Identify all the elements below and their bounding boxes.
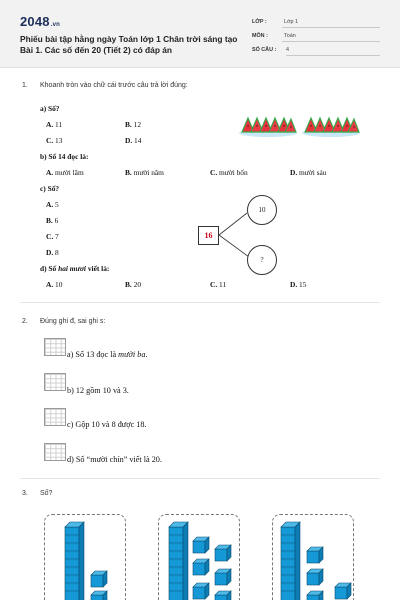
option-value: 12 bbox=[133, 120, 142, 129]
q2-statement-a bbox=[67, 350, 147, 359]
q1d-label bbox=[40, 264, 109, 273]
unit-cubes bbox=[307, 547, 351, 600]
meta-label: SỐ CÂU : bbox=[252, 47, 277, 53]
q1a-label bbox=[40, 104, 60, 113]
option-value: 8 bbox=[55, 248, 59, 257]
option-value: 14 bbox=[134, 136, 142, 145]
option-value: 11 bbox=[55, 120, 63, 129]
statement-text: a) Số 13 đọc là bbox=[67, 350, 119, 359]
option-letter: C. bbox=[210, 280, 218, 289]
base-ten-cubes-image bbox=[159, 515, 240, 600]
q1c-option-c[interactable] bbox=[46, 232, 59, 241]
option-letter: B. bbox=[125, 168, 132, 177]
meta-underline bbox=[282, 27, 380, 28]
answer-box-c[interactable] bbox=[44, 408, 66, 426]
q1d-label-suffix: viết là: bbox=[85, 264, 110, 273]
answer-box-a[interactable] bbox=[44, 338, 66, 356]
option-letter: D. bbox=[125, 136, 133, 145]
answer-box-d[interactable] bbox=[44, 443, 66, 461]
option-value: 10 bbox=[55, 280, 63, 289]
meta-value: 4 bbox=[286, 47, 289, 53]
meta-value: Toán bbox=[284, 33, 296, 39]
q2-statement-d: d) Số “mười chín” viết là 20. bbox=[67, 455, 162, 464]
q1a-label-text: a) Số? bbox=[40, 104, 60, 113]
option-value: mười lăm bbox=[55, 168, 84, 177]
base-ten-cubes-image bbox=[273, 515, 354, 600]
meta-grade bbox=[252, 16, 380, 28]
logo-suffix: .vn bbox=[50, 22, 61, 28]
watermelon-slices-image bbox=[301, 112, 361, 138]
option-value: 20 bbox=[133, 280, 142, 289]
watermelon-slices-image bbox=[238, 112, 298, 138]
logo-text: 2048 bbox=[20, 14, 50, 29]
q1d-option-c[interactable] bbox=[210, 280, 226, 289]
question-number: 1. bbox=[22, 82, 28, 89]
meta-subject bbox=[252, 30, 380, 42]
question-3-title bbox=[22, 490, 52, 497]
question-number: 2. bbox=[22, 318, 28, 325]
meta-question-count bbox=[252, 44, 380, 56]
meta-value: Lớp 1 bbox=[284, 19, 299, 25]
q1d-label-italic: hai mươi bbox=[58, 264, 86, 273]
q1b-option-b[interactable] bbox=[125, 168, 164, 177]
question-prompt: Đúng ghi đ, sai ghi s: bbox=[40, 318, 106, 325]
q1b-option-a[interactable] bbox=[46, 168, 84, 177]
option-value: 5 bbox=[55, 200, 59, 209]
tens-rod bbox=[281, 522, 300, 600]
option-value: 7 bbox=[55, 232, 59, 241]
option-letter: D. bbox=[290, 168, 298, 177]
worksheet-header bbox=[0, 0, 400, 68]
cube-card-1 bbox=[44, 514, 126, 600]
option-letter: C. bbox=[46, 232, 54, 241]
meta-underline bbox=[282, 41, 380, 42]
option-letter: A. bbox=[46, 200, 54, 209]
base-ten-cubes-image bbox=[45, 515, 126, 600]
q2-statement-c: c) Gộp 10 và 8 được 18. bbox=[67, 420, 147, 429]
question-prompt: Khoanh tròn vào chữ cái trước câu trả lời đúng: bbox=[40, 82, 188, 89]
q1c-option-b[interactable] bbox=[46, 216, 58, 225]
q1b-option-c[interactable] bbox=[210, 168, 248, 177]
option-letter: A. bbox=[46, 168, 54, 177]
q1c-label-text: c) Số? bbox=[40, 184, 60, 193]
option-letter: A. bbox=[46, 120, 54, 129]
q1c-label bbox=[40, 184, 59, 193]
option-letter: B. bbox=[125, 280, 132, 289]
q1d-option-d[interactable] bbox=[290, 280, 306, 289]
meta-label: MÔN : bbox=[252, 33, 268, 39]
q1d-label-prefix: d) Số bbox=[40, 264, 59, 273]
option-value: mười năm bbox=[133, 168, 164, 177]
unit-cube bbox=[91, 571, 107, 600]
statement-end: . bbox=[145, 350, 148, 359]
number-bond-part-top: 10 bbox=[247, 195, 277, 225]
cube-card-2 bbox=[158, 514, 240, 600]
option-letter: A. bbox=[46, 280, 54, 289]
option-letter: D. bbox=[46, 248, 54, 257]
meta-label: LỚP : bbox=[252, 19, 267, 25]
option-value: 11 bbox=[219, 280, 227, 289]
q1d-option-b[interactable] bbox=[125, 280, 141, 289]
q1a-option-b[interactable] bbox=[125, 120, 141, 129]
site-logo[interactable] bbox=[20, 14, 60, 29]
option-value: 13 bbox=[55, 136, 63, 145]
q1c-option-d[interactable] bbox=[46, 248, 59, 257]
q1c-option-a[interactable] bbox=[46, 200, 59, 209]
option-letter: D. bbox=[290, 280, 298, 289]
q1b-option-d[interactable] bbox=[290, 168, 326, 177]
option-letter: B. bbox=[125, 120, 132, 129]
number-bond-part-unknown[interactable]: ? bbox=[247, 245, 277, 275]
option-value: mười sáu bbox=[299, 168, 327, 177]
q2-statement-b: b) 12 gồm 10 và 3. bbox=[67, 386, 129, 395]
q1b-label-text: b) Số 14 đọc là: bbox=[40, 152, 89, 161]
q1a-option-a[interactable] bbox=[46, 120, 62, 129]
statement-emphasis: mười ba bbox=[118, 350, 146, 359]
tens-rod bbox=[169, 522, 188, 600]
unit-cubes bbox=[193, 537, 231, 600]
option-value: mười bốn bbox=[219, 168, 248, 177]
worksheet-title: Phiếu bài tập hằng ngày Toán lớp 1 Chân trời sáng tạo Bài 1. Các số đến 20 (Tiết 2) có đáp án bbox=[20, 34, 238, 55]
question-2-title bbox=[22, 318, 105, 325]
number-bond-total: 16 bbox=[198, 226, 219, 245]
option-letter: C. bbox=[210, 168, 218, 177]
meta-underline bbox=[286, 55, 380, 56]
answer-box-b[interactable] bbox=[44, 373, 66, 391]
q1a-option-d[interactable] bbox=[125, 136, 141, 145]
option-value: 6 bbox=[54, 216, 59, 225]
option-letter: B. bbox=[46, 216, 53, 225]
question-number: 3. bbox=[22, 490, 28, 497]
option-letter: C. bbox=[46, 136, 54, 145]
q1a-option-c[interactable] bbox=[46, 136, 62, 145]
section-divider bbox=[20, 478, 380, 479]
section-divider bbox=[20, 302, 380, 303]
q1d-option-a[interactable] bbox=[46, 280, 62, 289]
q1b-label bbox=[40, 152, 88, 161]
question-1-title bbox=[22, 82, 188, 89]
tens-rod bbox=[65, 522, 84, 600]
option-value: 15 bbox=[299, 280, 307, 289]
cube-card-3 bbox=[272, 514, 354, 600]
question-prompt: Số? bbox=[40, 490, 53, 497]
